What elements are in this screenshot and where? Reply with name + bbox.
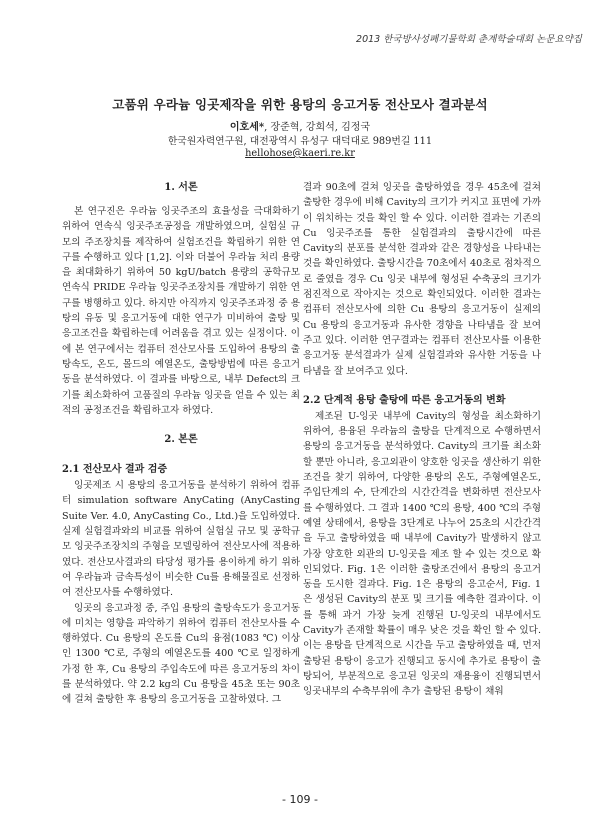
subsection-2-2-heading: 2.2 단계적 용탕 출탕에 따른 응고거동의 변화 — [303, 394, 506, 406]
conference-header: 2013 한국방사성폐기물학회 춘계학술대회 논문요약집 — [356, 34, 582, 45]
subsection-2-1-paragraph-2: 잉곳의 응고과정 중, 주입 용탕의 출탕속도가 응고거동에 미치는 영향을 파악하기 위하여 컴퓨터 전산모사를 수행하였다. Cu 용탕의 온도를 Cu의 융점(1083 ℃) 이상인 1300 ℃로, 주형의 예열온도를 400 ℃로 일정하게 가정 한 후, Cu 용탕의 주입속도에 따른 응고거동의 차이를 분석하였다. 약 2.2 kg의 Cu 용탕을 45초 또는 90초에 걸쳐 출탕한 후 용탕의 응고거동을 고찰하였다. 그 — [62, 602, 300, 706]
co-authors: , 장준혁, 강희석, 김정국 — [264, 122, 371, 133]
intro-paragraph: 본 연구진은 우라늄 잉곳주조의 효율성을 극대화하기 위하여 연속식 잉곳주조공정을 개발하였으며, 실험실 규모의 주조장치를 제작하여 실험조건을 확립하기 위한 연구를 수행하고 있다 [1,2]. 이와 더불어 우라늄 처리 용량을 최대화하기 위하여 50 kgU/batch 용량의 공학규모 연속식 PRIDE 우라늄 잉곳주조장치를 개발하기 위한 연구를 병행하고 있다. 하지만 아직까지 잉곳주조과정 중 용탕의 유동 및 응고거동에 대한 연구가 미비하여 출탕 및 응고조건을 확립하는데 어려움을 겪고 있는 실정이다. 이에 본 연구에서는 컴퓨터 전산모사를 도입하여 용탕의 출탕속도, 온도, 몰드의 예열온도, 출탕방법에 따른 응고거동을 분석하였다. 이 결과를 바탕으로, 내부 Defect의 크기를 최소화하여 고품질의 우라늄 잉곳을 얻을 수 있는 최적의 공정조건을 확립하고자 하였다. — [62, 206, 300, 416]
email-line — [0, 148, 600, 159]
body-heading: 2. 본론 — [164, 434, 198, 446]
author-line — [0, 118, 600, 133]
right-column — [303, 180, 541, 700]
author-email-link[interactable]: hellohose@kaeri.re.kr — [245, 148, 355, 159]
results-paragraph: 결과 90초에 걸쳐 잉곳을 출탕하였을 경우 45초에 걸쳐 출탕한 경우에 비해 Cavity의 크기가 커지고 표면에 가까이 위치하는 것을 확인 할 수 있다. 이러한 결과는 기존의 Cu 잉곳주조를 통한 실험결과의 출탕시간에 따른 Cavity의 분포를 분석한 결과와 같은 경향성을 나타내는 것을 확인하였다. 출탕시간을 70초에서 40초로 점차적으로 줄였을 경우 Cu 잉곳 내부에 형성된 수축공의 크기가 점진적으로 작아지는 것으로 확인되었다. 이러한 결과는 컴퓨터 전산모사에 의한 Cu 용탕의 응고거동이 실제의 Cu 용탕의 응고거동과 유사한 경향을 나타냄을 잘 보여주고 있다. 이러한 연구결과는 컴퓨터 전산모사를 이용한 응고거동 분석결과가 실제 실험결과와 유사한 거동을 나타냄을 잘 보여주고 있다. — [303, 182, 541, 377]
subsection-2-1-paragraph-1: 잉곳제조 시 용탕의 응고거동을 분석하기 위하여 컴퓨터 simulation software AnyCating (AnyCasting Suite Ver. 4.0, AnyCasting Co., Ltd.)을 도입하였다. 실제 실험결과와의 비교를 위하여 실험실 규모 및 공학규모 잉곳주조장치의 주형을 모델링하여 전산모사에 적용하였다. 전산모사결과의 타당성 평가를 용이하게 하기 위하여 우라늄과 금속특성이 비슷한 Cu를 용해물질로 선정하여 전산모사를 수행하였다. — [62, 480, 300, 599]
left-column — [62, 180, 300, 708]
subsection-2-1-heading: 2.1 전산모사 결과 검증 — [62, 464, 168, 476]
affiliation: 한국원자력연구원, 대전광역시 유성구 대덕대로 989번길 111 — [167, 136, 433, 147]
page-number: - 109 - — [282, 793, 318, 806]
lead-author: 이호세* — [229, 122, 265, 133]
paper-title: 고품위 우라늄 잉곳제작을 위한 용탕의 응고거동 전산모사 결과분석 — [112, 97, 488, 112]
intro-heading: 1. 서론 — [164, 182, 198, 193]
subsection-2-2-paragraph: 제조된 U-잉곳 내부에 Cavity의 형성을 최소화하기 위하여, 용융된 우라늄의 출탕을 단계적으로 수행하면서 용탕의 응고거동을 분석하였다. Cavity의 크기를 최소화 할 뿐만 아니라, 응고외관이 양호한 잉곳을 생산하기 위한 조건을 찾기 위하여, 다양한 용탕의 온도, 주형예열온도, 주입단계의 수, 단계간의 시간간격을 변화하면 전산모사를 수행하였다. 그 결과 1400 ℃의 용탕, 400 ℃의 주형예열 상태에서, 용탕을 3단계로 나누어 25초의 시간간격을 두고 출탕하였을 때 내부에 Cavity가 발생하지 않고 가장 양호한 외관의 U-잉곳을 제조 할 수 있는 것으로 확인되었다. Fig. 1은 이러한 출탕조건에서 용탕의 응고거동을 도시한 결과다. Fig. 1은 용탕의 응고순서, Fig. 1은 생성된 Cavity의 분포 및 크기를 예측한 결과이다. 이를 통해 과거 가장 늦게 진행된 U-잉곳의 내부에서도 Cavity가 존재할 확률이 매우 낮은 것을 확인 할 수 있다. 이는 용탕을 단계적으로 시간을 두고 출탕하였을 때, 먼저 출탕된 용탕이 응고가 진행되고 동시에 추가로 용탕이 출탕되어, 부분적으로 응고된 잉곳의 재용융이 진행되면서 잉곳내부의 수축부위에 추가 출탕된 용탕이 채워 — [303, 410, 541, 698]
